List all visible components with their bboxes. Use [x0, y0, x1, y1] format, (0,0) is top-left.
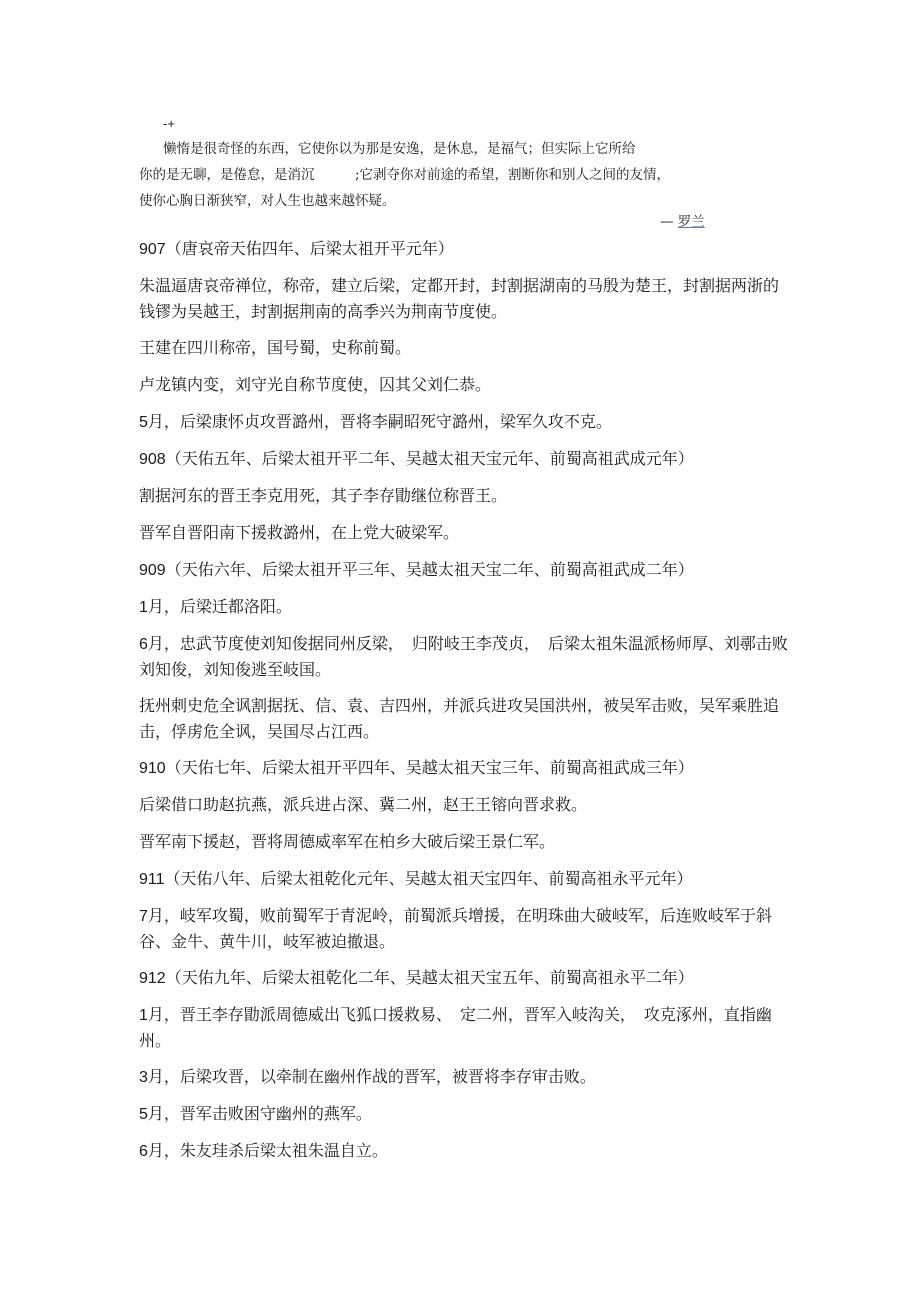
chronology-paragraph: [139, 269, 789, 328]
header-mark: -+: [163, 116, 175, 131]
paragraph-text: （天佑九年、后梁太祖乾化二年、吴越太祖天宝五年、前蜀高祖永平二年）: [165, 968, 694, 987]
chronology-paragraph: [139, 689, 789, 748]
paragraph-number: 1: [139, 599, 148, 616]
paragraph-number: 907: [139, 241, 166, 258]
paragraph-text: 月，岐军攻蜀，败前蜀军于青泥岭，前蜀派兵增援，在明珠曲大破岐军，后连败岐军于斜谷、金牛、黄牛川，岐军被迫撤退。: [139, 906, 772, 951]
paragraph-text: （天佑七年、后梁太祖开平四年、吴越太祖天宝三年、前蜀高祖武成三年）: [165, 758, 694, 777]
paragraph-number: 1: [139, 1007, 148, 1024]
paragraph-number: 5: [139, 414, 148, 431]
quote-line-3: 使你心胸日渐狭窄，对人生也越来越怀疑。: [139, 193, 396, 209]
paragraph-text: 王建在四川称帝，国号蜀，史称前蜀。: [139, 338, 412, 357]
chronology-paragraph: [139, 788, 789, 822]
chronology-paragraph: [139, 751, 789, 785]
chronology-paragraph: [139, 442, 789, 476]
chronology-paragraph: [139, 1097, 789, 1131]
chronology-paragraph: [139, 825, 789, 859]
chronology-paragraph: [139, 405, 789, 439]
chronology-paragraph: [139, 1134, 789, 1168]
paragraph-text: 卢龙镇内变，刘守光自称节度使，囚其父刘仁恭。: [139, 375, 492, 394]
paragraph-text: 月，后梁康怀贞攻晋潞州，晋将李嗣昭死守潞州，梁军久攻不克。: [147, 412, 612, 431]
paragraph-text: 月，朱友珪杀后梁太祖朱温自立。: [147, 1141, 388, 1160]
chronology-paragraph: [139, 479, 789, 513]
paragraph-text: （天佑八年、后梁太祖乾化元年、吴越太祖天宝四年、前蜀高祖永平元年）: [164, 869, 693, 888]
paragraph-number: 912: [139, 970, 166, 987]
paragraph-text: 晋军南下援赵，晋将周德威率军在柏乡大破后梁王景仁军。: [139, 832, 556, 851]
chronology-paragraph: [139, 998, 789, 1057]
paragraph-text: 月，后梁迁都洛阳。: [147, 597, 292, 616]
paragraph-text: 月，晋王李存勖派周德威出飞狐口援救易、 定二州，晋军入岐沟关， 攻克涿州，直指幽州。: [139, 1005, 772, 1050]
attribution-dash: —: [660, 214, 678, 230]
paragraph-number: 6: [139, 1143, 148, 1160]
quote-line-2: 你的是无聊，是倦怠，是消沉 ;它剥夺你对前途的希望，割断你和别人之间的友情，: [139, 167, 671, 183]
paragraph-text: 月，后梁攻晋，以牵制在幽州作战的晋军，被晋将李存审击败。: [147, 1067, 596, 1086]
paragraph-number: 908: [139, 451, 166, 468]
paragraph-text: （天佑六年、后梁太祖开平三年、吴越太祖天宝二年、前蜀高祖武成二年）: [165, 560, 694, 579]
chronology-paragraph: [139, 516, 789, 550]
chronology-paragraph: [139, 331, 789, 365]
paragraph-text: （唐哀帝天佑四年、后梁太祖开平元年）: [165, 239, 454, 258]
paragraph-number: 910: [139, 760, 166, 777]
paragraph-text: 抚州刺史危全讽割据抚、信、袁、吉四州，并派兵进攻吴国洪州，被吴军击败，吴军乘胜追击，俘虏危全讽，吴国尽占江西。: [139, 696, 780, 741]
chronology-paragraph: [139, 590, 789, 624]
chronology-paragraph: [139, 368, 789, 402]
chronology-paragraph: [139, 862, 789, 896]
quote-attribution: [660, 210, 705, 230]
chronology-paragraph: [139, 961, 789, 995]
paragraph-text: 月，忠武节度使刘知俊据同州反梁， 归附岐王李茂贞， 后梁太祖朱温派杨师厚、刘鄩击败刘知俊，刘知俊逃至岐国。: [139, 634, 788, 679]
paragraph-text: 后梁借口助赵抗燕，派兵进占深、冀二州，赵王王镕向晋求救。: [139, 795, 588, 814]
paragraph-text: 朱温逼唐哀帝禅位，称帝，建立后梁，定都开封，封割据湖南的马殷为楚王，封割据两浙的钱镠为吴越王，封割据荆南的高季兴为荆南节度使。: [139, 276, 780, 321]
paragraph-number: 911: [139, 871, 165, 888]
paragraph-number: 6: [139, 636, 148, 653]
chronology-paragraph: [139, 1060, 789, 1094]
chronology-paragraph: [139, 553, 789, 587]
paragraph-text: 月，晋军击败困守幽州的燕军。: [147, 1104, 372, 1123]
chronology-paragraph: [139, 232, 789, 266]
quote-line-1: 懒惰是很奇怪的东西，它使你以为那是安逸，是休息，是福气；但实际上它所给: [163, 141, 636, 157]
paragraph-number: 3: [139, 1069, 148, 1086]
paragraph-text: （天佑五年、后梁太祖开平二年、吴越太祖天宝元年、前蜀高祖武成元年）: [165, 449, 694, 468]
attribution-name: 罗兰: [677, 214, 705, 230]
paragraph-text: 晋军自晋阳南下援救潞州，在上党大破梁军。: [139, 523, 460, 542]
paragraph-text: 割据河东的晋王李克用死，其子李存勖继位称晋王。: [139, 486, 508, 505]
chronology-body: [139, 232, 789, 1168]
paragraph-number: 909: [139, 562, 166, 579]
chronology-paragraph: [139, 899, 789, 958]
chronology-paragraph: [139, 627, 789, 686]
epigraph-quote: [139, 136, 759, 214]
paragraph-number: 7: [139, 908, 148, 925]
paragraph-number: 5: [139, 1106, 148, 1123]
